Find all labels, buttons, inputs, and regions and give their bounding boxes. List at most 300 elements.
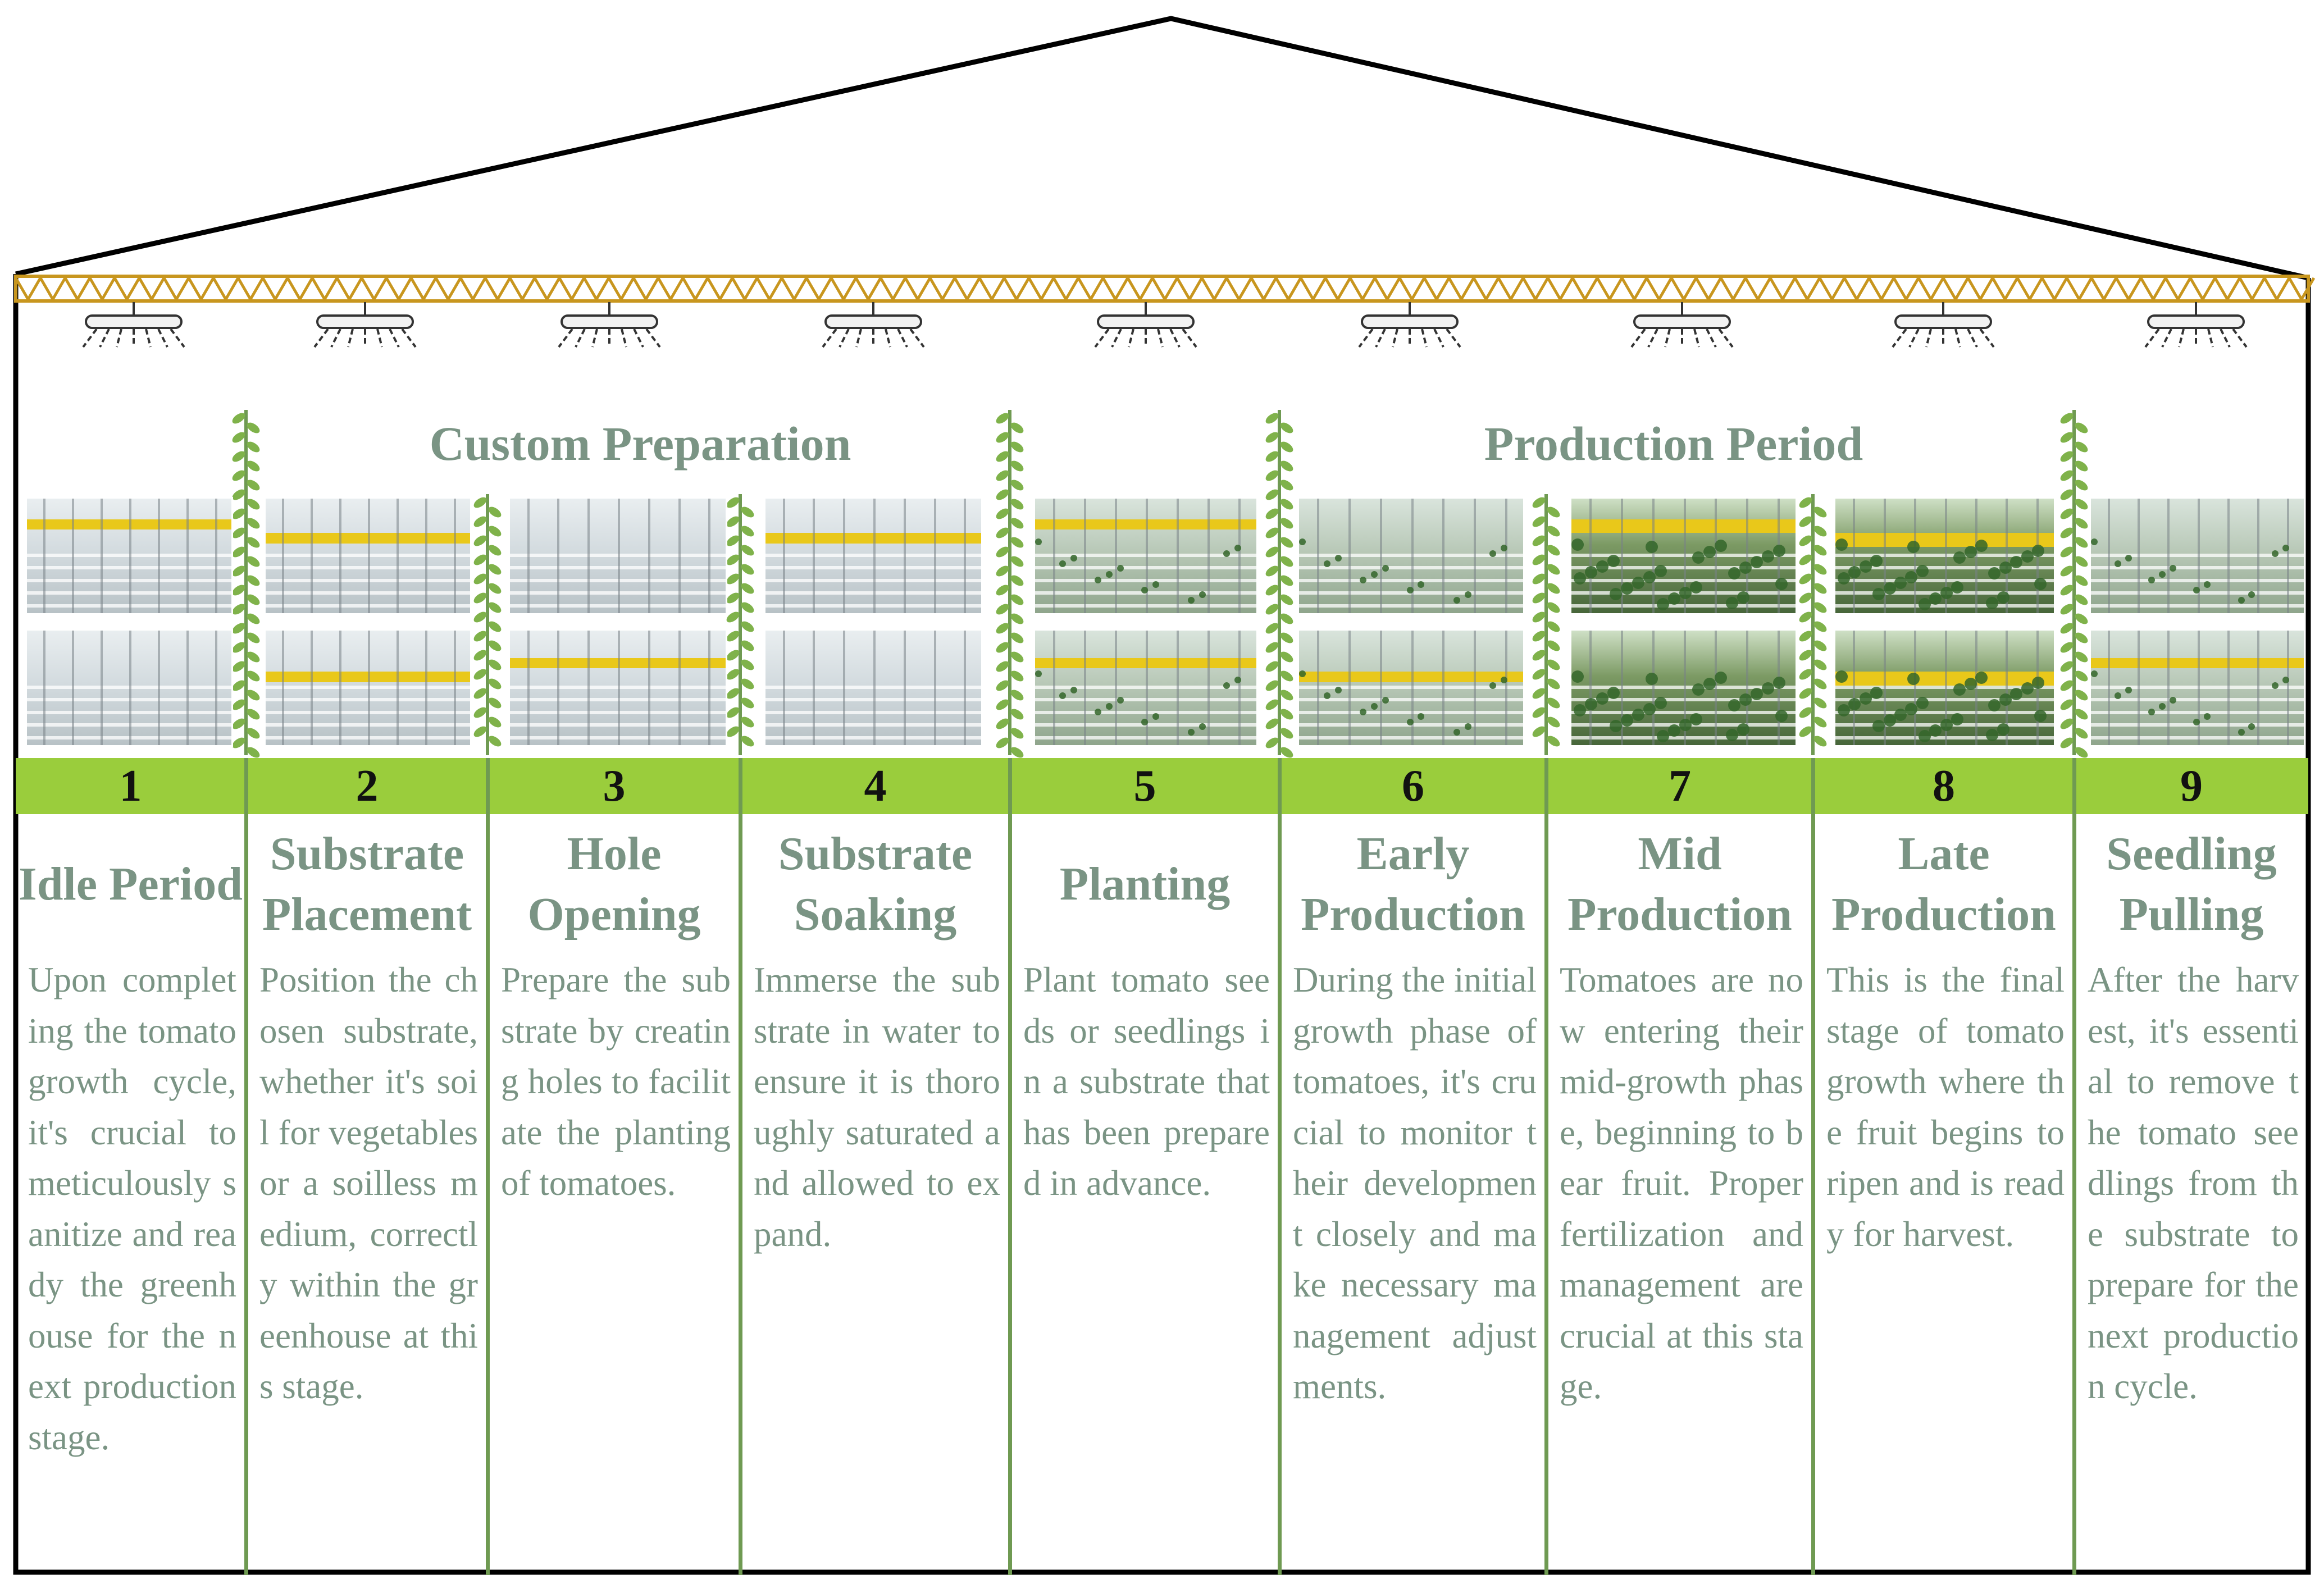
photo-plant (1070, 555, 1077, 562)
stage-2 (248, 758, 486, 1572)
stage-6 (1282, 758, 1544, 1572)
truss-strut (436, 278, 448, 299)
truss-strut (806, 278, 819, 299)
truss-strut (856, 278, 868, 299)
truss-strut (1869, 278, 1881, 299)
truss-strut (2240, 278, 2252, 299)
group-title-custom-preparation: Custom Preparation (429, 417, 851, 471)
photo-pipe (843, 631, 845, 745)
truss-strut (1165, 278, 1177, 299)
truss-strut (1610, 278, 1622, 299)
stage-5-photo-top (1033, 497, 1258, 615)
truss-strut (1968, 278, 1980, 299)
stage-number: 7 (1669, 761, 1691, 811)
photo-pipe (2227, 631, 2230, 745)
photo-plant (1657, 730, 1669, 742)
truss-strut (1535, 278, 1548, 299)
photo-plant (1035, 670, 1042, 677)
truss-strut (1486, 278, 1498, 299)
photo-plant (2272, 682, 2279, 689)
column-divider (244, 758, 248, 1575)
truss-strut (238, 278, 250, 299)
photo-plant (1894, 709, 1907, 721)
photo-plant (2159, 703, 2166, 710)
photo-plant (1188, 597, 1195, 604)
photo-pipe (1411, 631, 1414, 745)
truss-strut (213, 278, 226, 299)
stage-number: 1 (119, 761, 142, 811)
photo-pipe (1589, 499, 1592, 613)
truss-strut (2067, 278, 2079, 299)
photo-plant (1848, 566, 1861, 578)
photo-plant (1324, 692, 1330, 699)
photo-plant (1571, 670, 1584, 683)
column-divider (2072, 758, 2076, 1575)
photo-pipe (1177, 631, 1179, 745)
truss-strut (745, 278, 757, 299)
truss-strut (201, 278, 213, 299)
truss-strut (152, 278, 164, 299)
truss-strut (757, 278, 769, 299)
stage-number: 2 (356, 761, 379, 811)
photo-plant (2148, 709, 2155, 715)
photo-plant (1905, 571, 1917, 583)
group-title-production-period: Production Period (1484, 417, 1863, 471)
photo-pipe (964, 499, 966, 613)
truss-strut (1956, 278, 1968, 299)
truss-strut (1375, 278, 1387, 299)
photo-plant (1106, 571, 1113, 578)
truss-strut (559, 278, 572, 299)
photo-pipe (72, 631, 74, 745)
truss-strut (226, 278, 238, 299)
photo-plant (1773, 545, 1785, 557)
truss-strut (1498, 278, 1511, 299)
photo-plant (1371, 571, 1378, 578)
stage-number: 6 (1402, 761, 1424, 811)
photo-plant (2282, 677, 2289, 683)
photo-plant (1997, 723, 2009, 736)
truss-strut (337, 278, 349, 299)
column-divider (486, 758, 490, 1575)
stage-6-photo-bottom (1297, 629, 1525, 747)
photo-pipe (2287, 499, 2289, 613)
photo-plant (1223, 550, 1230, 557)
photo-plant (2125, 555, 2132, 562)
truss-strut (671, 278, 683, 299)
column-divider (739, 758, 742, 1575)
truss-strut (732, 278, 745, 299)
photo-plant (2238, 729, 2245, 736)
photo-plant (1668, 724, 1680, 737)
photo-plant (1916, 565, 1929, 577)
photo-pipe (43, 499, 45, 613)
grow-light-icon (1359, 302, 1460, 347)
truss-strut (1696, 278, 1708, 299)
photo-plant (1728, 567, 1740, 579)
photo-pipe (1115, 631, 1117, 745)
stage-1 (17, 758, 244, 1572)
photo-plant (1929, 592, 1942, 605)
truss-strut (1684, 278, 1696, 299)
truss-strut (1647, 278, 1659, 299)
truss-strut (819, 278, 831, 299)
photo-plant (1775, 578, 1788, 590)
roof-outline (16, 19, 2308, 278)
truss-strut (881, 278, 893, 299)
stage-3 (490, 758, 739, 1572)
photo-pipe (2287, 631, 2289, 745)
truss-strut (1931, 278, 1943, 299)
truss-strut (250, 278, 263, 299)
photo-plant (2115, 692, 2121, 699)
photo-plant (1905, 703, 1917, 715)
photo-plant (2032, 677, 2044, 689)
photo-pipe (1715, 499, 1717, 613)
photo-pipe (454, 499, 456, 613)
photo-plant (1360, 577, 1366, 583)
photo-plant (1715, 540, 1727, 552)
truss-strut (473, 278, 485, 299)
truss-strut (362, 278, 374, 299)
photo-pipe (934, 499, 936, 613)
truss-strut (1239, 278, 1251, 299)
photo-plant (2148, 577, 2155, 583)
photo-pipe (397, 631, 399, 745)
truss-strut (1980, 278, 1993, 299)
photo-plant (1360, 709, 1366, 715)
photo-pipe (648, 499, 650, 613)
truss-strut (1115, 278, 1128, 299)
photo-plant (1585, 698, 1597, 710)
photo-pipe (527, 631, 530, 745)
photo-plant (1870, 687, 1883, 699)
stage-6-photo-top (1297, 497, 1525, 615)
photo-pipe (311, 499, 313, 613)
photo-plant (1070, 687, 1077, 693)
truss-strut (634, 278, 646, 299)
stage-3-photo-bottom (508, 629, 727, 747)
photo-pipe (1853, 631, 1855, 745)
photo-plant (2034, 578, 2047, 590)
photo-pipe (1348, 631, 1351, 745)
photo-pipe (1505, 499, 1507, 613)
photo-plant (1986, 597, 1998, 609)
truss-strut (1733, 278, 1746, 299)
stage-8-photo-top (1834, 497, 2056, 615)
vine-icon (1797, 494, 1828, 755)
photo-plant (1643, 571, 1656, 583)
truss-strut (1338, 278, 1350, 299)
grow-light-icon (823, 302, 924, 347)
stage-8-photo-bottom (1834, 629, 2056, 747)
photo-plant (1574, 572, 1586, 585)
photo-pipe (397, 499, 399, 613)
truss-strut (1214, 278, 1227, 299)
photo-pipe (101, 499, 103, 613)
truss-strut (2215, 278, 2227, 299)
photo-pipe (1207, 499, 1210, 613)
photo-plant (1335, 687, 1342, 693)
photo-pipe (129, 499, 131, 613)
truss-strut (1004, 278, 1017, 299)
truss-strut (2141, 278, 2153, 299)
photo-pipe (1914, 631, 1916, 745)
truss-strut (1659, 278, 1671, 299)
truss-strut (794, 278, 806, 299)
photo-pipe (158, 631, 160, 745)
photo-plant (2115, 560, 2121, 567)
truss-strut (1362, 278, 1375, 299)
truss-strut (535, 278, 547, 299)
truss-strut (930, 278, 942, 299)
photo-plant (1726, 597, 1738, 609)
photo-pipe (873, 631, 876, 745)
truss-strut (1634, 278, 1647, 299)
grow-light-icon (315, 302, 416, 347)
photo-plant (1418, 713, 1424, 720)
photo-pipe (708, 631, 710, 745)
truss-strut (720, 278, 732, 299)
truss-strut (448, 278, 461, 299)
photo-plant (2248, 723, 2255, 730)
truss-strut (1573, 278, 1585, 299)
stage-7-photo-bottom (1570, 629, 1797, 747)
truss-strut (1264, 278, 1276, 299)
truss-strut (2178, 278, 2190, 299)
stage-4 (742, 758, 1008, 1572)
photo-pipe (783, 499, 785, 613)
photo-plant (1152, 581, 1159, 588)
photo-pipe (873, 499, 876, 613)
truss-strut (967, 278, 979, 299)
truss-strut (1857, 278, 1869, 299)
photo-plant (2170, 565, 2176, 572)
stage-title: Early Production (1301, 828, 1525, 941)
photo-pipe (618, 631, 620, 745)
truss-strut (1190, 278, 1202, 299)
photo-pipe (1084, 631, 1086, 745)
photo-pipe (648, 631, 650, 745)
photo-pipe (587, 631, 590, 745)
truss-strut (2129, 278, 2141, 299)
photo-plant (1999, 693, 2012, 706)
photo-plant (2204, 713, 2211, 720)
truss-strut (1671, 278, 1684, 299)
truss-strut (1128, 278, 1140, 299)
stage-title: Late Production (1831, 828, 2056, 941)
truss-strut (2277, 278, 2289, 299)
truss-strut (572, 278, 584, 299)
truss-strut (596, 278, 609, 299)
photo-plant (1095, 577, 1101, 583)
photo-plant (1646, 541, 1658, 553)
photo-pipe (339, 499, 341, 613)
stage-1-photo-bottom (25, 629, 233, 747)
photo-pipe (587, 499, 590, 613)
photo-plant (1453, 729, 1460, 736)
truss-strut (1066, 278, 1078, 299)
photo-plant (1465, 723, 1471, 730)
truss-strut (2079, 278, 2091, 299)
truss-strut (905, 278, 918, 299)
photo-pipe (1238, 631, 1241, 745)
photo-plant (1940, 587, 1953, 599)
stage-7-photo-top (1570, 497, 1797, 615)
photo-plant (2170, 697, 2176, 704)
photo-plant (1335, 555, 1342, 562)
photo-plant (2238, 597, 2245, 604)
photo-pipe (1474, 499, 1476, 613)
photo-pipe (186, 631, 189, 745)
grow-light-icon (1632, 302, 1733, 347)
photo-plant (1371, 703, 1378, 710)
truss-strut (1091, 278, 1103, 299)
truss-strut (1177, 278, 1190, 299)
grow-light-icon (559, 302, 660, 347)
photo-plant (1299, 538, 1306, 545)
photo-pipe (1380, 631, 1382, 745)
truss-strut (1795, 278, 1807, 299)
photo-plant (1571, 538, 1584, 551)
photo-pipe (368, 499, 370, 613)
stage-number: 8 (1933, 761, 1955, 811)
photo-pipe (1715, 631, 1717, 745)
truss-strut (1585, 278, 1597, 299)
photo-pipe (843, 499, 845, 613)
photo-plant (1106, 703, 1113, 710)
photo-pipe (1207, 631, 1210, 745)
photo-plant (1775, 710, 1788, 722)
photo-pipe (1975, 499, 1977, 613)
truss-strut (695, 278, 708, 299)
truss-strut (1597, 278, 1610, 299)
photo-pipe (282, 499, 284, 613)
truss-strut (2030, 278, 2042, 299)
photo-plant (1762, 682, 1774, 695)
photo-pipe (783, 631, 785, 745)
truss-strut (2005, 278, 2017, 299)
photo-pipe (186, 499, 189, 613)
stage-number: 9 (2180, 761, 2203, 811)
truss-strut (127, 278, 139, 299)
truss-strut (65, 278, 78, 299)
truss-strut (1461, 278, 1474, 299)
truss-strut (498, 278, 510, 299)
stage-5-photo-bottom (1033, 629, 1258, 747)
truss-strut (461, 278, 473, 299)
truss-strut (769, 278, 782, 299)
truss-strut (683, 278, 695, 299)
photo-plant (1988, 567, 2001, 579)
stage-title: Hole Opening (527, 828, 701, 941)
truss-strut (399, 278, 411, 299)
photo-plant (1407, 587, 1414, 594)
truss-strut (2091, 278, 2104, 299)
truss-strut (176, 278, 189, 299)
photo-pipe (339, 631, 341, 745)
stage-4-photo-top (764, 497, 983, 615)
truss-strut (1227, 278, 1239, 299)
photo-plant (2193, 587, 2200, 594)
truss-strut (1511, 278, 1523, 299)
truss-strut (609, 278, 621, 299)
truss-strut (782, 278, 794, 299)
vine-icon (472, 494, 503, 755)
photo-plant (1848, 698, 1861, 710)
truss-strut (1054, 278, 1066, 299)
photo-plant (1585, 566, 1597, 578)
stage-description: Tomatoes are now entering their mid-growth phase, beginning to bear fruit. Proper fertilization and management are crucial at this stage. (1560, 960, 1803, 1406)
photo-plant (1655, 697, 1667, 709)
photo-plant (1632, 577, 1644, 589)
photo-plant (1117, 697, 1124, 704)
photo-pipe (2138, 499, 2140, 613)
truss-strut (411, 278, 423, 299)
photo-plant (1953, 551, 1966, 564)
truss-strut (288, 278, 300, 299)
photo-pipe (964, 631, 966, 745)
photo-plant (1703, 546, 1716, 558)
photo-plant (1728, 699, 1740, 711)
photo-plant (1703, 678, 1716, 690)
lamp-row (83, 302, 2246, 347)
stage-description: During the initial growth phase of tomatoes, it's crucial to monitor their development closely and make necessary management adjustments. (1293, 960, 1537, 1406)
photo-plant (1773, 677, 1785, 689)
truss-strut (2264, 278, 2277, 299)
photo-plant (2159, 571, 2166, 578)
truss-strut (1770, 278, 1783, 299)
photo-pipe (2108, 631, 2110, 745)
truss-strut (1029, 278, 1041, 299)
photo-pipe (2108, 499, 2110, 613)
truss-strut (1400, 278, 1412, 299)
photo-plant (1692, 551, 1705, 564)
truss-strut (53, 278, 65, 299)
photo-pipe (129, 631, 131, 745)
stage-title: Substrate Soaking (778, 828, 973, 941)
photo-pipe (2227, 499, 2230, 613)
photo-pipe (1652, 499, 1655, 613)
stage-description: Position the chosen substrate, whether it's soil for vegetables or a soilless medium, correctly within the greenhouse at this stage. (259, 960, 478, 1406)
truss-strut (1301, 278, 1313, 299)
photo-plant (1095, 709, 1101, 715)
photo-pipe (1146, 499, 1148, 613)
truss-strut (1708, 278, 1721, 299)
truss-strut (1943, 278, 1956, 299)
truss-strut (2153, 278, 2166, 299)
photo-plant (2091, 670, 2098, 677)
truss-strut (1140, 278, 1152, 299)
truss-strut (510, 278, 522, 299)
truss-strut (164, 278, 176, 299)
truss-strut (1548, 278, 1560, 299)
truss-strut (1807, 278, 1820, 299)
photo-plant (1726, 729, 1738, 741)
photo-plant (1668, 592, 1680, 605)
photo-plant (1679, 719, 1692, 731)
photo-plant (1986, 729, 1998, 741)
photo-plant (1657, 598, 1669, 610)
truss-strut (955, 278, 967, 299)
photo-pipe (2167, 631, 2170, 745)
photo-plant (2034, 710, 2047, 722)
photo-pipe (2138, 631, 2140, 745)
photo-plant (1418, 581, 1424, 588)
photo-pipe (425, 631, 427, 745)
photo-plant (1860, 560, 1872, 573)
stage-description: Plant tomato seeds or seedlings in a substrate that has been prepared in advance. (1023, 960, 1270, 1203)
